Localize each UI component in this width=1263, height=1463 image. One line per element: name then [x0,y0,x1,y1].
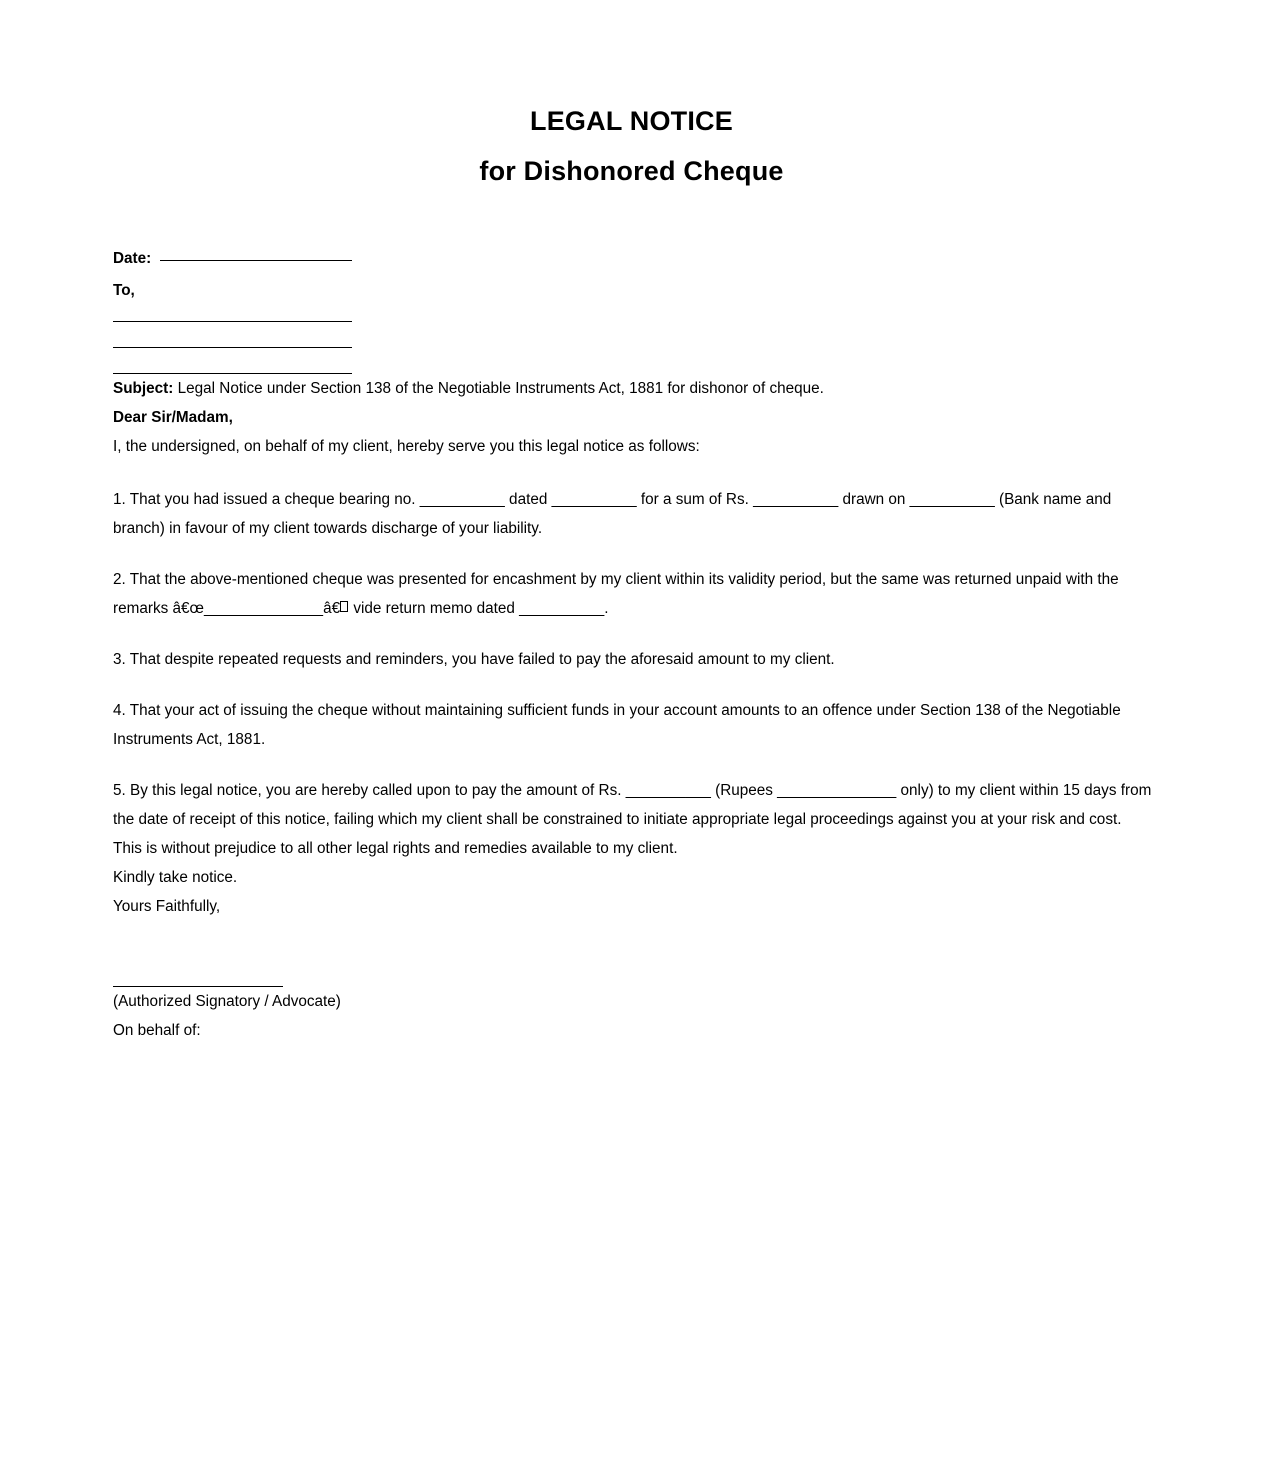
date-label: Date: [113,250,152,267]
spacer [113,623,1153,645]
date-and-address-block [113,244,1153,374]
signatory-caption: (Authorized Signatory / Advocate) [113,993,341,1010]
cheque-number-blank[interactable]: __________ [419,491,505,508]
spacer [113,543,1153,565]
return-remarks-blank[interactable]: ______________ [203,600,324,617]
clause-1-text-c: for a sum of Rs. [636,491,754,508]
clause-5 [113,776,1153,834]
page-title: LEGAL NOTICE [530,106,733,136]
clause-2-text-b: vide return memo dated [349,600,520,617]
address-fill-in-line[interactable] [113,347,352,348]
salutation: Dear Sir/Madam, [113,409,233,426]
clause-2-text-a: 2. That the above-mentioned cheque was presented for encashment by my client within its validity period, but the same was returned unpaid with the remarks [113,571,1119,617]
document-body [113,244,1153,1045]
clause-1-text-a: 1. That you had issued a cheque bearing no. [113,491,420,508]
return-memo-date-blank[interactable]: __________ [519,600,605,617]
clause-5-text-b: (Rupees [710,782,778,799]
mojibake-open-quote: â€œ [172,600,204,617]
clause-1 [113,485,1153,543]
clause-2 [113,565,1153,623]
page-subtitle: for Dishonored Cheque [479,156,784,186]
spacer [113,461,1153,485]
demand-amount-figures-blank[interactable]: __________ [625,782,711,799]
clause-1-text-e: (Bank name and branch) in favour of my client towards discharge of your liability. [113,491,1112,537]
clause-5-text-c: only) to my client within 15 days from the date of receipt of this notice, failing which my client shall be constrained to initiate appropriate legal proceedings against you at your risk and cost. [113,782,1152,828]
address-fill-in-line[interactable] [113,321,352,322]
date-fill-in-line[interactable] [160,260,352,261]
drawn-on-bank-blank[interactable]: __________ [909,491,995,508]
clause-3: 3. That despite repeated requests and reminders, you have failed to pay the aforesaid amount to my client. [113,651,835,668]
recipient-label: To, [113,282,135,299]
subject-line [113,374,1153,403]
subject-label: Subject: [113,380,174,397]
document-title-block [0,0,1263,185]
subject-text: Legal Notice under Section 138 of the Negotiable Instruments Act, 1881 for dishonor of cheque. [173,380,824,397]
date-row [113,244,1153,273]
clause-4: 4. That your act of issuing the cheque without maintaining sufficient funds in your account amounts to an offence under Section 138 of the Negotiable Instruments Act, 1881. [113,702,1121,748]
recipient-address-lines [113,321,1153,374]
on-behalf-of-label: On behalf of: [113,1022,201,1039]
signoff-line: Yours Faithfully, [113,898,221,915]
demand-amount-words-blank[interactable]: ______________ [777,782,897,799]
clause-1-text-b: dated [504,491,552,508]
spacer [113,754,1153,776]
clause-5-text-a: 5. By this legal notice, you are hereby called upon to pay the amount of Rs. [113,782,626,799]
cheque-date-blank[interactable]: __________ [551,491,637,508]
mojibake-close-quote: â€ [323,600,341,617]
without-prejudice-line: This is without prejudice to all other legal rights and remedies available to my client. [113,840,678,857]
clause-2-text-c: . [604,600,609,617]
cheque-amount-blank[interactable]: __________ [753,491,839,508]
intro-paragraph: I, the undersigned, on behalf of my client, hereby serve you this legal notice as follows: [113,438,700,455]
spacer [113,674,1153,696]
take-notice-line: Kindly take notice. [113,869,238,886]
clause-1-text-d: drawn on [838,491,910,508]
missing-glyph-box-icon [340,601,348,612]
